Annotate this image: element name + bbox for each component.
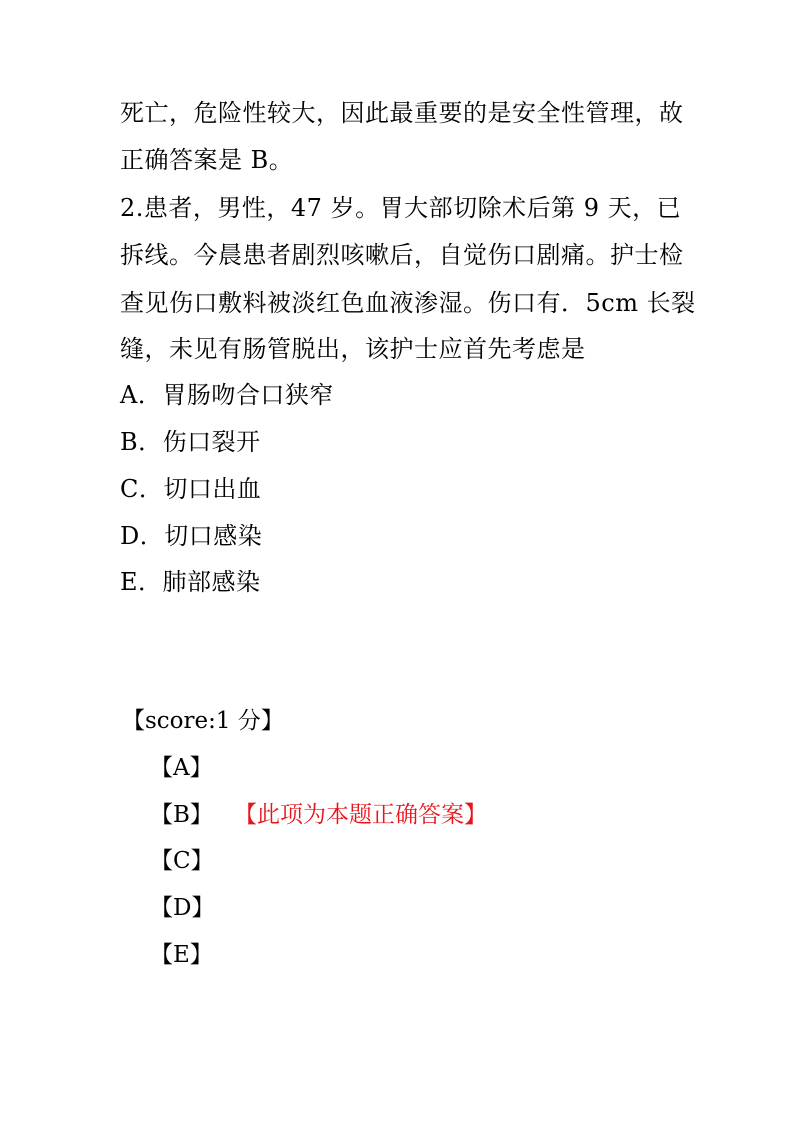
correct-answer-tag: 【此项为本题正确答案】 — [234, 802, 487, 828]
score-label: 【score:1 分】 — [122, 708, 284, 734]
option-e: E．肺部感染 — [120, 568, 261, 596]
option-a: A．胃肠吻合口狭窄 — [120, 381, 334, 409]
answer-choice-b: 【B】 — [150, 802, 213, 828]
question-stem-line-1: 2.患者，男性，47 岁。胃大部切除术后第 9 天，已 — [120, 194, 682, 222]
answer-choice-c: 【C】 — [150, 848, 214, 874]
question-stem-line-4: 缝，未见有肠管脱出，该护士应首先考虑是 — [120, 335, 586, 363]
question-stem-line-2: 拆线。今晨患者剧烈咳嗽后，自觉伤口剧痛。护士检 — [120, 241, 684, 269]
explanation-line-2: 正确答案是 B。 — [120, 146, 294, 174]
option-c: C．切口出血 — [120, 475, 262, 503]
option-b: B．伤口裂开 — [120, 428, 261, 456]
question-stem-line-3: 查见伤口敷料被淡红色血液渗湿。伤口有．5cm 长裂 — [120, 289, 696, 317]
answer-choice-d: 【D】 — [150, 895, 215, 921]
explanation-line-1: 死亡，危险性较大，因此最重要的是安全性管理，故 — [120, 99, 684, 127]
answer-choice-e: 【E】 — [150, 942, 213, 968]
option-d: D．切口感染 — [120, 522, 263, 550]
answer-choice-a: 【A】 — [150, 755, 213, 781]
